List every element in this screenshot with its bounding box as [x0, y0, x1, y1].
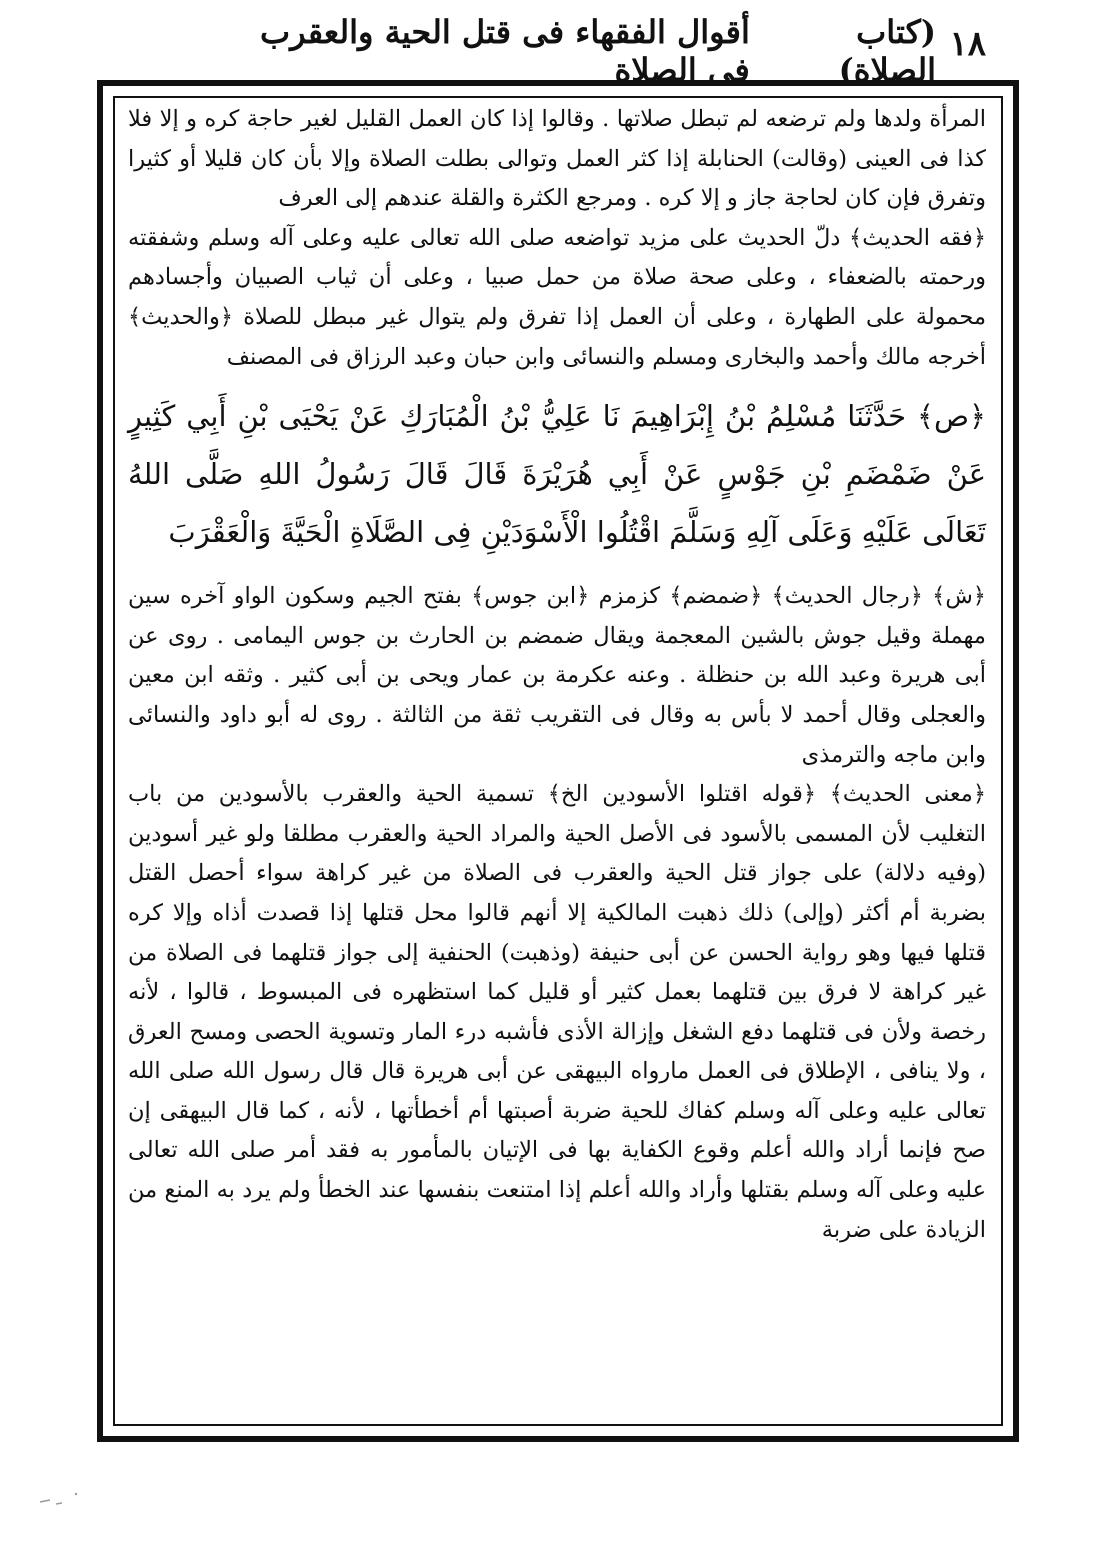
scan-artifact [36, 1480, 96, 1524]
paragraph-rijal-al-hadith: ﴿ش﴾ ﴿رجال الحديث﴾ ﴿ضمضم﴾ كزمزم ﴿ابن جوس﴾ بفتح الجيم وسكون الواو آخره سين مهملة وقيل جوش بالشين المعجمة ويقال ضمضم بن الحارث بن جوس اليمامى . روى عن أبى هريرة وعبد الله بن حنظلة . وعنه عكرمة بن عمار ويحى بن أبى كثير . وثقه ابن معين والعجلى وقال أحمد لا بأس به وقال فى التقريب ثقة من الثالثة . روى له أبو داود والنسائى وابن ماجه والترمذى [128, 583, 986, 768]
chapter-title: أقوال الفقهاء فى قتل الحية والعقرب فى الصلاة [259, 13, 750, 89]
hadith-text: ﴿ص﴾ حَدَّثَنَا مُسْلِمُ بْنُ إِبْرَاهِيمَ نَا عَلِيُّ بْنُ الْمُبَارَكِ عَنْ يَحْيَى بْنِ أَبِي كَثِيرٍ عَنْ ضَمْضَمِ بْنِ جَوْسٍ عَنْ أَبِي هُرَيْرَةَ قَالَ قَالَ رَسُولُ اللهِ صَلَّى اللهُ تَعَالَى عَلَيْهِ وَعَلَى آلِهِ وَسَلَّمَ اقْتُلُوا الْأَسْوَدَيْنِ فِى الصَّلَاةِ الْحَيَّةَ وَالْعَقْرَبَ [128, 399, 986, 550]
page-content [128, 100, 986, 1250]
book-title: (كتاب الصلاة) [838, 13, 936, 89]
page-number: ١٨ [949, 24, 986, 64]
paragraph-mana-al-hadith: ﴿معنى الحديث﴾ ﴿قوله اقتلوا الأسودين الخ﴾ تسمية الحية والعقرب بالأسودين من باب التغليب لأن المسمى بالأسود فى الأصل الحية والمراد الحية والعقرب مطلقا ولو غير أسودين (وفيه دلالة) على جواز قتل الحية والعقرب فى الصلاة من غير كراهة سواء أحصل القتل بضربة أم أكثر (وإلى) ذلك ذهبت المالكية إلا أنهم قالوا محل قتلها إذا قصدت أذاه وإلا كره قتلها فيها وهو رواية الحسن عن أبى حنيفة (وذهبت) الحنفية إلى جواز قتلهما فى الصلاة من غير كراهة لا فرق بين قتلهما بعمل كثير أو قليل كما استظهره فى المبسوط ، قالوا ، لأنه رخصة ولأن فى قتلهما دفع الشغل وإزالة الأذى فأشبه درء المار وتسوية الحصى ومسح العرق ، ولا ينافى ، الإطلاق فى العمل مارواه البيهقى عن أبى هريرة قال قال رسول الله صلى الله تعالى عليه وعلى آله وسلم كفاك للحية ضربة أصبتها أم أخطأتها ، لأنه ، كما قال البيهقى إن صح فإنما أراد والله أعلم وقوع الكفاية بها فى الإتيان بالمأمور به فقد أمر صلى الله تعالى عليه وعلى آله وسلم بقتلها وأراد والله أعلم إذا امتنعت بنفسها عند الخطأ ولم يرد به المنع من الزيادة على ضربة [128, 781, 986, 1243]
paragraph-fiqh-al-hadith: ﴿فقه الحديث﴾ دلّ الحديث على مزيد تواضعه صلى الله تعالى عليه وعلى آله وسلم وشفقته ورحمته بالضعفاء ، وعلى صحة صلاة من حمل صبيا ، وعلى أن ثياب الصبيان وأجسادهم محمولة على الطهارة ، وعلى أن العمل إذا تفرق ولم يتوال غير مبطل للصلاة ﴿والحديث﴾ أخرجه مالك وأحمد والبخارى ومسلم والنسائى وابن حبان وعبد الرزاق فى المصنف [128, 224, 986, 370]
paragraph-end-of-previous: المرأة ولدها ولم ترضعه لم تبطل صلاتها . وقالوا إذا كان العمل القليل لغير حاجة كره و إلا فلا كذا فى العينى (وقالت) الحنابلة إذا كثر العمل وتوالى بطلت الصلاة وإلا بأن كان قليلا أو كثيرا وتفرق فإن كان لحاجة جاز و إلا كره . ومرجع الكثرة والقلة عندهم إلى العرف [128, 106, 986, 212]
page-header [236, 13, 986, 89]
